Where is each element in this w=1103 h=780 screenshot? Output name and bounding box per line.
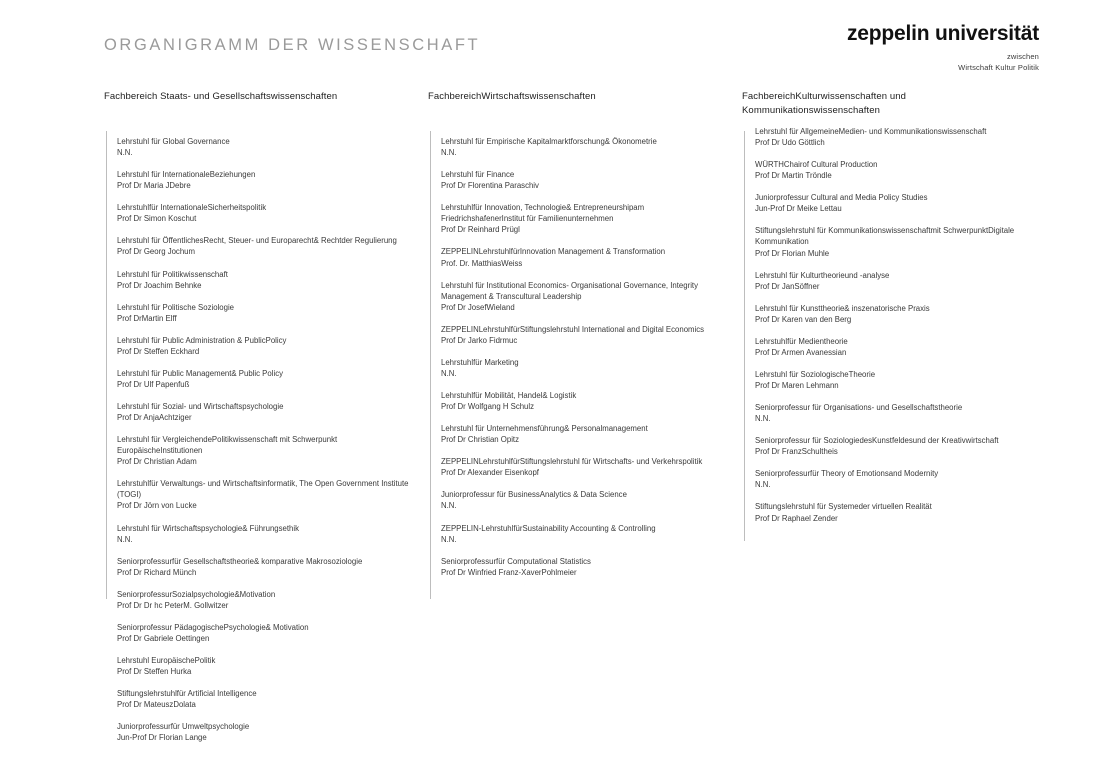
chair-entry [441,423,728,445]
chair-holder: Prof Dr Simon Koschut [117,214,197,224]
chair-entry [117,655,414,677]
chair-title: Juniorprofessur Cultural and Media Policy Studies [755,193,928,203]
chair-holder: Prof Dr Florentina Paraschiv [441,181,539,191]
chair-entry [117,302,414,324]
chair-entry [441,556,728,578]
chair-holder: Jun-Prof Dr Meike Lettau [755,204,842,214]
chair-entry [117,368,414,390]
chair-entry [117,589,414,611]
chair-holder: Prof Dr Richard Münch [117,567,197,577]
chair-title: WÜRTHChairof Cultural Production [755,160,878,170]
chair-holder: Prof Dr Alexander Eisenkopf [441,468,539,478]
brand-tagline-line-2: Wirtschaft Kultur Politik [958,62,1039,72]
chair-list [428,136,728,578]
chair-title: Lehrstuhl für SoziologischeTheorie [755,369,876,379]
chair-entry [441,169,728,191]
chair-entry [117,556,414,578]
chair-title: Seniorprofessurfür Theory of Emotionsand Modernity [755,469,939,479]
chair-title: Lehrstuhl für Wirtschaftspsychologie& Führungsethik [117,523,300,533]
chair-holder: N.N. [755,480,771,490]
chair-entry [117,202,414,224]
chair-title: Seniorprofessurfür Gesellschaftstheorie& komparative Makrosoziologie [117,556,363,566]
chair-title: Seniorprofessurfür Computational Statistics [441,556,591,566]
chair-entry [441,136,728,158]
chair-title: Lehrstuhl für Global Governance [117,137,230,146]
chair-holder: Prof Dr JosefWieland [441,302,515,312]
department-column-kultur-kommunikation [742,90,1042,535]
chair-title: ZEPPELIN-LehrstuhlfürSustainability Accounting & Controlling [441,523,656,533]
chair-title: Lehrstuhl für Unternehmensführung& Personalmanagement [441,424,648,434]
chair-holder: Prof Dr Ulf Papenfuß [117,379,190,389]
chair-entry [441,357,728,379]
chair-entry [755,501,1042,523]
chair-holder: Prof Dr JanSöffner [755,281,820,291]
chair-entry [755,435,1042,457]
column-header: FachbereichKulturwissenschaften und Kommunikationswissenschaften [742,91,907,117]
chair-entry [117,169,414,191]
chair-entry [755,270,1042,292]
chair-entry [755,225,1042,258]
brand-name: zeppelin universität [846,22,1039,45]
chair-entry [117,335,414,357]
chair-entry [755,369,1042,391]
chair-list [104,136,414,743]
chair-title: Stiftungslehrstuhlfür Artificial Intelligence [117,689,257,699]
chair-entry [117,478,414,511]
chair-holder: Prof Dr FranzSchultheis [755,447,838,457]
chair-title: Lehrstuhlfür Medientheorie [755,336,848,346]
chair-holder: Jun-Prof Dr Florian Lange [117,733,207,743]
chair-title: Lehrstuhl für Kulturtheorieund -analyse [755,270,890,280]
chair-title: Lehrstuhl für Institutional Economics- Organisational Governance, Integrity Management & Transcultural Leadership [441,280,698,301]
chair-holder: Prof Dr Florian Muhle [755,248,830,258]
chair-title: Lehrstuhlfür Mobilität, Handel& Logistik [441,391,577,400]
chair-list [742,126,1042,524]
department-column-staats-gesellschaft [104,90,414,754]
chair-entry [117,523,414,545]
department-column-wirtschaft [428,90,728,589]
chair-title: Lehrstuhl für Politische Soziologie [117,302,235,312]
chair-title: Seniorprofessur PädagogischePsychologie& Motivation [117,622,309,632]
chair-holder: Prof Dr Jarko Fidrmuc [441,335,518,345]
chair-title: Stiftungslehrstuhl für Kommunikationswissenschaftmit SchwerpunktDigitale Kommunikation [755,226,1015,247]
chair-title: Lehrstuhl für Politikwissenschaft [117,269,228,279]
chair-entry [755,159,1042,181]
chair-title: Juniorprofessurfür Umweltpsychologie [117,722,250,732]
chair-entry [117,434,414,467]
chair-title: Lehrstuhl EuropäischePolitik [117,656,216,665]
chair-holder: Prof Dr Maren Lehmann [755,381,839,390]
chair-title: Seniorprofessur für SoziologiedesKunstfeldesund der Kreativwirtschaft [755,436,999,446]
column-header: FachbereichWirtschaftswissenschaften [428,91,596,102]
chair-title: Lehrstuhlfür Verwaltungs- und Wirtschaftsinformatik, The Open Government Institute (TOGI) [117,479,409,500]
chair-title: Lehrstuhlfür Innovation, Technologie& Entrepreneurshipam FriedrichshafenerInstitut für Familienunternehmen [441,203,645,224]
chair-entry [755,468,1042,490]
chair-holder: N.N. [117,534,133,544]
chair-entry [441,246,728,268]
chair-entry [117,688,414,710]
chair-entry [117,721,414,743]
chair-entry [755,402,1042,424]
chair-entry [441,390,728,412]
chair-entry [755,126,1042,148]
chair-title: Lehrstuhl für Public Administration & PublicPolicy [117,335,287,345]
chair-holder: Prof Dr Udo Göttlich [755,138,825,148]
chair-holder: Prof Dr AnjaAchtziger [117,413,192,423]
chair-entry [441,202,728,235]
chair-entry [441,280,728,313]
chair-holder: Prof Dr Christian Adam [117,457,197,467]
chair-holder: Prof Dr Raphael Zender [755,513,838,523]
brand-tagline [847,52,1039,74]
chair-holder: Prof Dr Dr hc PeterM. Gollwitzer [117,600,229,610]
chair-entry [755,336,1042,358]
chair-holder: Prof Dr Martin Tröndle [755,171,832,181]
chair-entry [117,235,414,257]
chair-entry [755,192,1042,214]
chair-holder: Prof Dr Jörn von Lucke [117,501,197,511]
chair-holder: N.N. [441,148,457,158]
chair-title: Lehrstuhl für AllgemeineMedien- und Kommunikationswissenschaft [755,127,987,136]
chair-holder: Prof Dr Georg Jochum [117,247,195,257]
chair-title: Lehrstuhlfür InternationaleSicherheitspolitik [117,203,267,213]
university-logo [847,22,1039,74]
chair-holder: Prof DrMartin Elff [117,313,177,323]
chair-title: ZEPPELINLehrstuhlfürStiftungslehrstuhl International and Digital Economics [441,324,705,334]
chair-holder: Prof Dr Reinhard Prügl [441,225,520,235]
chair-title: Lehrstuhl für Public Management& Public Policy [117,368,283,378]
chair-holder: N.N. [441,368,457,378]
chair-entry [441,456,728,478]
chair-title: Seniorprofessur für Organisations- und Gesellschaftstheorie [755,403,963,413]
chair-holder: Prof Dr Steffen Eckhard [117,346,200,356]
chair-title: ZEPPELINLehrstuhlfürStiftungslehrstuhl für Wirtschafts- und Verkehrspolitik [441,457,703,467]
chair-entry [441,489,728,511]
chair-title: Lehrstuhl für Empirische Kapitalmarktforschung& Ökonometrie [441,137,657,146]
chair-title: Lehrstuhl für Finance [441,170,515,180]
chair-holder: N.N. [755,414,771,424]
chair-holder: Prof Dr Steffen Hurka [117,667,192,677]
chair-holder: N.N. [441,534,457,544]
chair-holder: Prof Dr MateuszDolata [117,700,196,710]
column-header: Fachbereich Staats- und Gesellschaftswissenschaften [104,91,338,102]
chair-holder: Prof Dr Armen Avanessian [755,347,847,357]
chair-holder: Prof Dr Wolfgang H Schulz [441,402,535,412]
chair-holder: Prof Dr Winfried Franz-XaverPohlmeier [441,567,577,577]
chair-title: Juniorprofessur für BusinessAnalytics & Data Science [441,490,627,500]
chair-holder: Prof Dr Gabriele Oettingen [117,633,210,643]
chair-entry [117,269,414,291]
chair-title: Lehrstuhl für ÖffentlichesRecht, Steuer- und Europarecht& Rechtder Regulierung [117,236,397,246]
chair-title: Lehrstuhl für Sozial- und Wirtschaftspsychologie [117,402,284,411]
chair-title: Lehrstuhl für VergleichendePolitikwissenschaft mit Schwerpunkt EuropäischeInstitutionen [117,435,338,456]
brand-tagline-line-1: zwischen [1006,52,1039,62]
page-title: ORGANIGRAMM DER WISSENSCHAFT [104,36,481,54]
chair-entry [755,303,1042,325]
chair-holder: Prof Dr Karen van den Berg [755,314,852,324]
chair-holder: Prof. Dr. MatthiasWeiss [441,258,523,268]
chair-title: SeniorprofessurSozialpsychologie&Motivation [117,589,276,599]
chair-entry [441,324,728,346]
chair-holder: Prof Dr Christian Opitz [441,435,519,445]
chair-entry [117,136,414,158]
chair-entry [117,401,414,423]
chair-entry [117,622,414,644]
chair-title: Lehrstuhl für Kunsttheorie& inszenatorische Praxis [755,303,930,313]
chair-holder: Prof Dr Joachim Behnke [117,280,202,290]
chair-holder: N.N. [117,148,133,158]
chair-title: Lehrstuhlfür Marketing [441,357,519,367]
chair-holder: N.N. [441,501,457,511]
chair-holder: Prof Dr Maria JDebre [117,181,191,191]
chair-title: ZEPPELINLehrstuhlfürInnovation Management & Transformation [441,247,666,257]
chair-title: Lehrstuhl für InternationaleBeziehungen [117,170,256,180]
chair-entry [441,523,728,545]
chair-title: Stiftungslehrstuhl für Systemeder virtuellen Realität [755,502,932,512]
